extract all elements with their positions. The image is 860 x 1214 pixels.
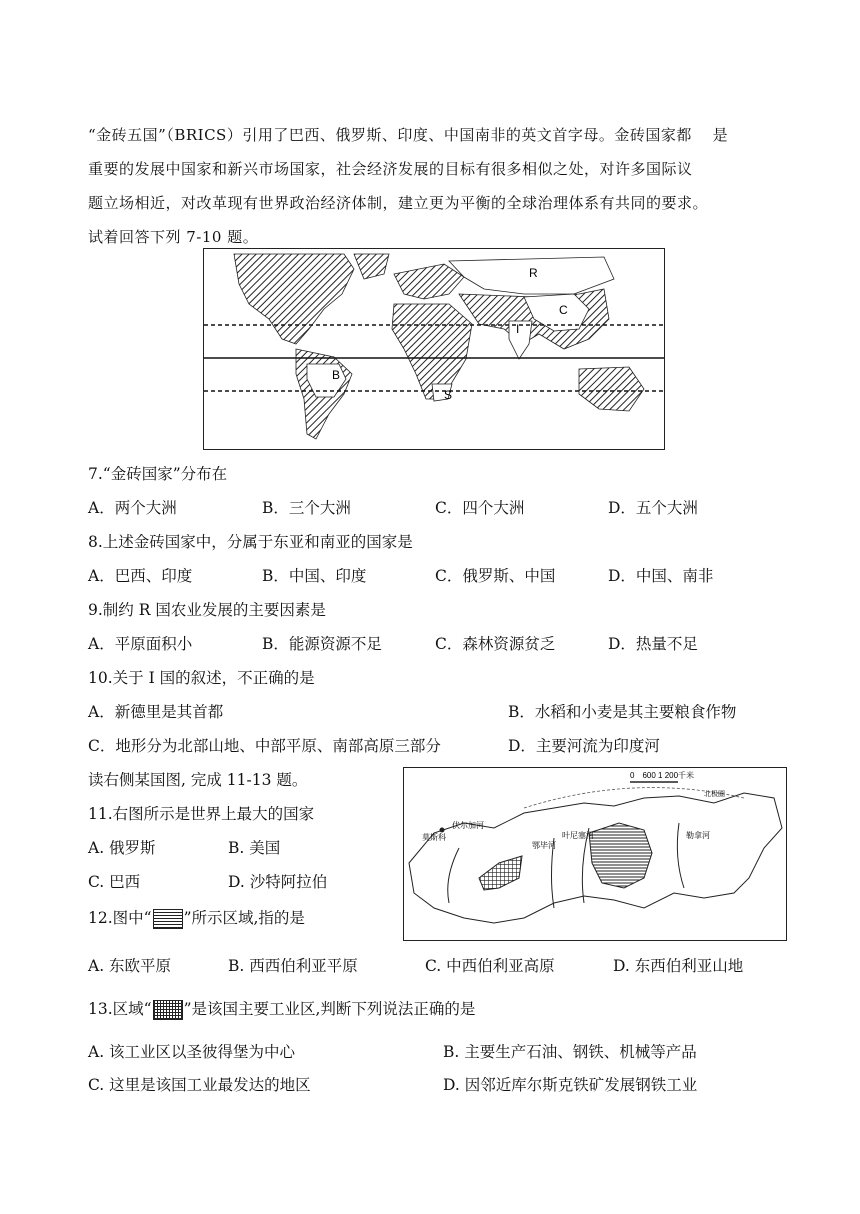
- q11-option-d[interactable]: D. 沙特阿拉伯: [228, 873, 328, 891]
- world-map-svg: [204, 249, 664, 449]
- q8-option-d[interactable]: D．中国、南非: [608, 567, 714, 585]
- q10-option-b[interactable]: B．水稻和小麦是其主要粮食作物: [508, 703, 737, 721]
- label-s: S: [444, 388, 453, 402]
- q12-option-d[interactable]: D. 东西伯利亚山地: [613, 957, 744, 975]
- q8-option-a[interactable]: A．巴西、印度: [88, 567, 193, 585]
- q13-option-d[interactable]: D. 因邻近库尔斯克铁矿发展钢铁工业: [443, 1076, 698, 1094]
- industrial-region: [479, 856, 522, 890]
- russia-map-svg: [404, 768, 786, 940]
- q7-option-a[interactable]: A．两个大洲: [88, 499, 177, 517]
- label-arctic-circle: 北极圈: [704, 791, 725, 798]
- q11-stem: 11.右图所示是世界上最大的国家: [88, 805, 315, 823]
- q12-option-a[interactable]: A. 东欧平原: [88, 957, 172, 975]
- q12-option-b[interactable]: B. 西西伯利亚平原: [228, 957, 358, 975]
- q10-stem: 10.关于 I 国的叙述，不正确的是: [88, 669, 315, 687]
- q12-option-c[interactable]: C. 中西伯利亚高原: [425, 957, 555, 975]
- q9-option-a[interactable]: A．平原面积小: [88, 635, 193, 653]
- label-yenisei: 叶尼塞河: [562, 831, 594, 840]
- world-map: [203, 248, 665, 450]
- q13-option-b[interactable]: B. 主要生产石油、钢铁、机械等产品: [443, 1043, 697, 1061]
- q8-stem: 8.上述金砖国家中，分属于东亚和南亚的国家是: [88, 533, 413, 551]
- label-volga: 伏尔加河: [452, 821, 484, 830]
- label-moscow: 莫斯科: [422, 833, 446, 842]
- q8-option-c[interactable]: C．俄罗斯、中国: [435, 567, 556, 585]
- q10-option-a[interactable]: A．新德里是其首都: [88, 703, 224, 721]
- intro-line-4: 试着回答下列 7-10 题。: [88, 228, 259, 246]
- label-c: C: [559, 303, 568, 317]
- intro-line-1: “金砖五国”（BRICS）引用了巴西、俄罗斯、印度、中国南非的英文首字母。金砖国家都 是: [88, 126, 729, 144]
- q13-option-c[interactable]: C. 这里是该国工业最发达的地区: [88, 1076, 311, 1094]
- q12-stem: 12.图中“ ”所示区域,指的是: [88, 909, 305, 927]
- siberian-region: [589, 823, 652, 888]
- label-lena: 勒拿河: [686, 831, 710, 840]
- grid-legend-icon: [153, 1000, 183, 1020]
- q11-option-c[interactable]: C. 巴西: [88, 873, 141, 891]
- india-region: [509, 321, 532, 359]
- label-ob: 鄂毕河: [532, 841, 556, 850]
- intro-line-2: 重要的发展中国家和新兴市场国家，社会经济发展的目标有很多相似之处，对许多国际议: [88, 160, 693, 178]
- q7-stem: 7.“金砖国家”分布在: [88, 465, 228, 483]
- horizontal-lines-legend-icon: [153, 909, 183, 929]
- label-r: R: [529, 266, 538, 280]
- intro-line-3: 题立场相近，对改革现有世界政治经济体制，建立更为平衡的全球治理体系有共同的要求。: [88, 194, 709, 212]
- q9-option-c[interactable]: C．森林资源贫乏: [435, 635, 556, 653]
- q10-option-c[interactable]: C．地形分为北部山地、中部平原、南部高原三部分: [88, 737, 441, 755]
- q8-option-b[interactable]: B．中国、印度: [262, 567, 367, 585]
- q7-option-b[interactable]: B．三个大洲: [262, 499, 351, 517]
- label-b: B: [332, 368, 341, 382]
- q7-option-c[interactable]: C．四个大洲: [435, 499, 525, 517]
- russia-map: [403, 767, 787, 941]
- q13-option-a[interactable]: A. 该工业区以圣彼得堡为中心: [88, 1043, 296, 1061]
- label-i: I: [516, 322, 520, 336]
- q13-stem: 13.区域“ ”是该国主要工业区,判断下列说法正确的是: [88, 1000, 476, 1018]
- q11-option-b[interactable]: B. 美国: [228, 839, 281, 857]
- q9-option-b[interactable]: B．能源资源不足: [262, 635, 382, 653]
- q7-option-d[interactable]: D．五个大洲: [608, 499, 698, 517]
- q9-stem: 9.制约 R 国农业发展的主要因素是: [88, 601, 326, 619]
- q9-option-d[interactable]: D．热量不足: [608, 635, 698, 653]
- q10-option-d[interactable]: D．主要河流为印度河: [508, 737, 660, 755]
- q11-option-a[interactable]: A. 俄罗斯: [88, 839, 156, 857]
- section2-intro: 读右侧某国图, 完成 11-13 题。: [88, 771, 308, 789]
- scale-label: 0 600 1 200千米: [630, 771, 695, 780]
